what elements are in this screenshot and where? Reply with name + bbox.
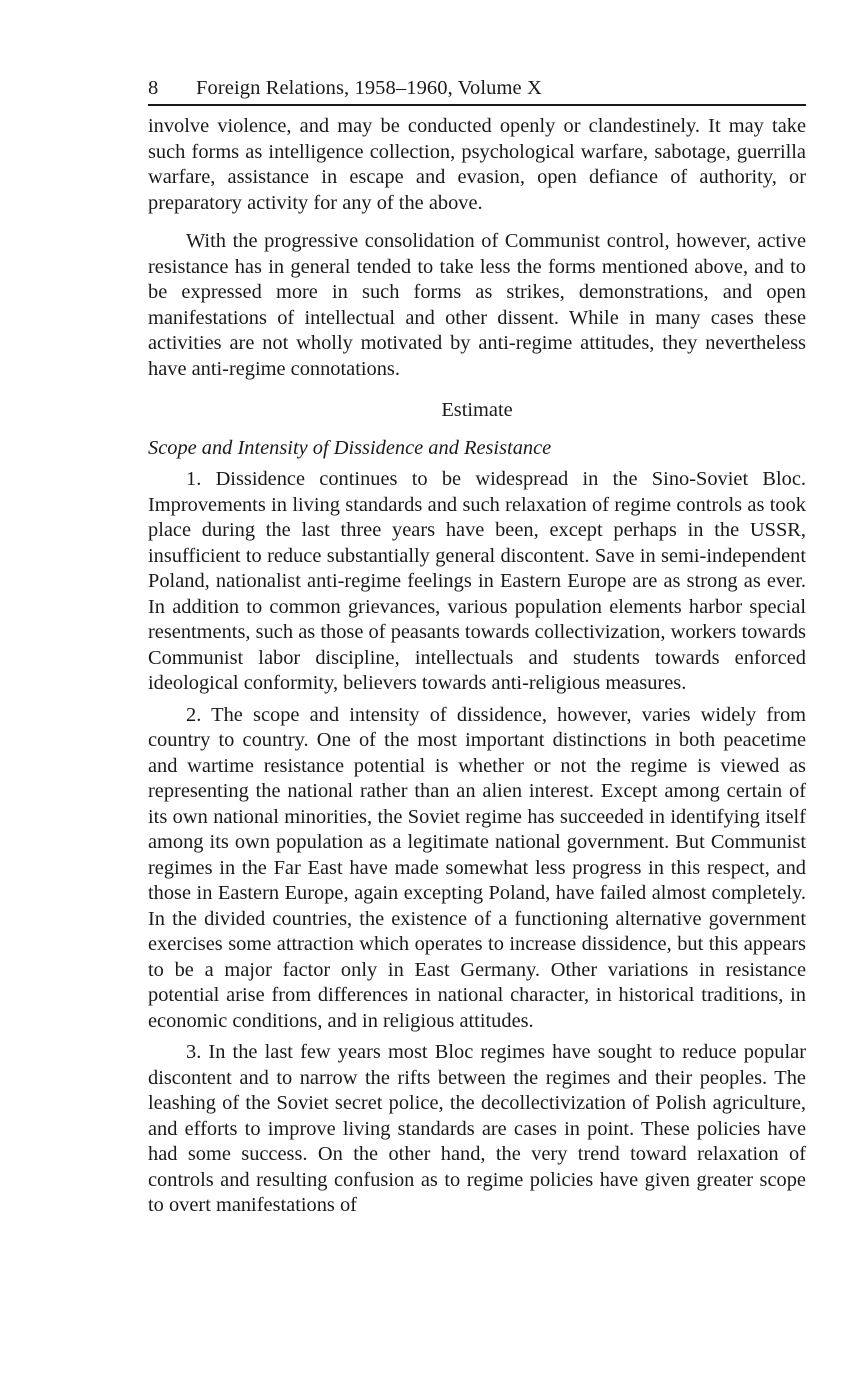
book-title: Foreign Relations, 1958–1960, Volume X <box>196 77 542 99</box>
running-header <box>148 74 806 106</box>
numbered-paragraph-1: 1. Dissidence continues to be widespread in the Sino-Soviet Bloc. Improvements in living standards and such relaxation of regime controls as took place during the last three years have been, except perhaps in the USSR, insufficient to reduce substantially general discontent. Save in semi-independent Poland, nationalist anti-regime feelings in Eastern Europe are as strong as ever. In addition to common grievances, various population elements harbor special resentments, such as those of peasants towards collectivization, workers towards Communist labor discipline, intellectuals and students towards enforced ideological conformity, believers towards anti-religious measures. <box>148 468 806 694</box>
continuation-paragraph: involve violence, and may be conducted openly or clandestinely. It may take such forms as intelligence collection, psychological warfare, sabotage, guerrilla warfare, assistance in escape and evasion, open defiance of authority, or preparatory activity for any of the above. <box>148 115 806 214</box>
numbered-paragraph-2: 2. The scope and intensity of dissidence, however, varies widely from country to country. One of the most important distinctions in both peacetime and wartime resistance potential is whether or not the regime is viewed as representing the national rather than an alien interest. Except among certain of its own national minorities, the Soviet regime has succeeded in identifying itself among its own population as a legitimate national government. But Communist regimes in the Far East have made somewhat less progress in this respect, and those in Eastern Europe, again excepting Poland, have failed almost completely. In the divided countries, the existence of a functioning alternative government exercises some attraction which operates to increase dissidence, but this appears to be a major factor only in East Germany. Other variations in resistance potential arise from differences in national character, in historical traditions, in economic conditions, and in religious attitudes. <box>148 703 806 1032</box>
section-heading: Estimate <box>441 399 513 421</box>
numbered-paragraph-3: 3. In the last few years most Bloc regimes have sought to reduce popular discontent and to narrow the rifts between the regimes and their peoples. The leashing of the Soviet secret police, the decollectivization of Polish agriculture, and efforts to improve living standards are cases in point. These policies have had some success. On the other hand, the very trend toward relaxation of controls and resulting confusion as to regime policies have given greater scope to overt manifestations of <box>148 1041 806 1216</box>
section-subheading: Scope and Intensity of Dissidence and Resistance <box>148 437 552 459</box>
consolidation-paragraph: With the progressive consolidation of Communist control, however, active resistance has in general tended to take less the forms mentioned above, and to be expressed more in such forms as strikes, demonstrations, and open manifestations of intellectual and other dissent. While in many cases these activities are not wholly motivated by anti-regime attitudes, they nevertheless have anti-regime connotations. <box>148 230 806 380</box>
document-page <box>148 74 806 1219</box>
page-number: 8 <box>148 77 159 99</box>
